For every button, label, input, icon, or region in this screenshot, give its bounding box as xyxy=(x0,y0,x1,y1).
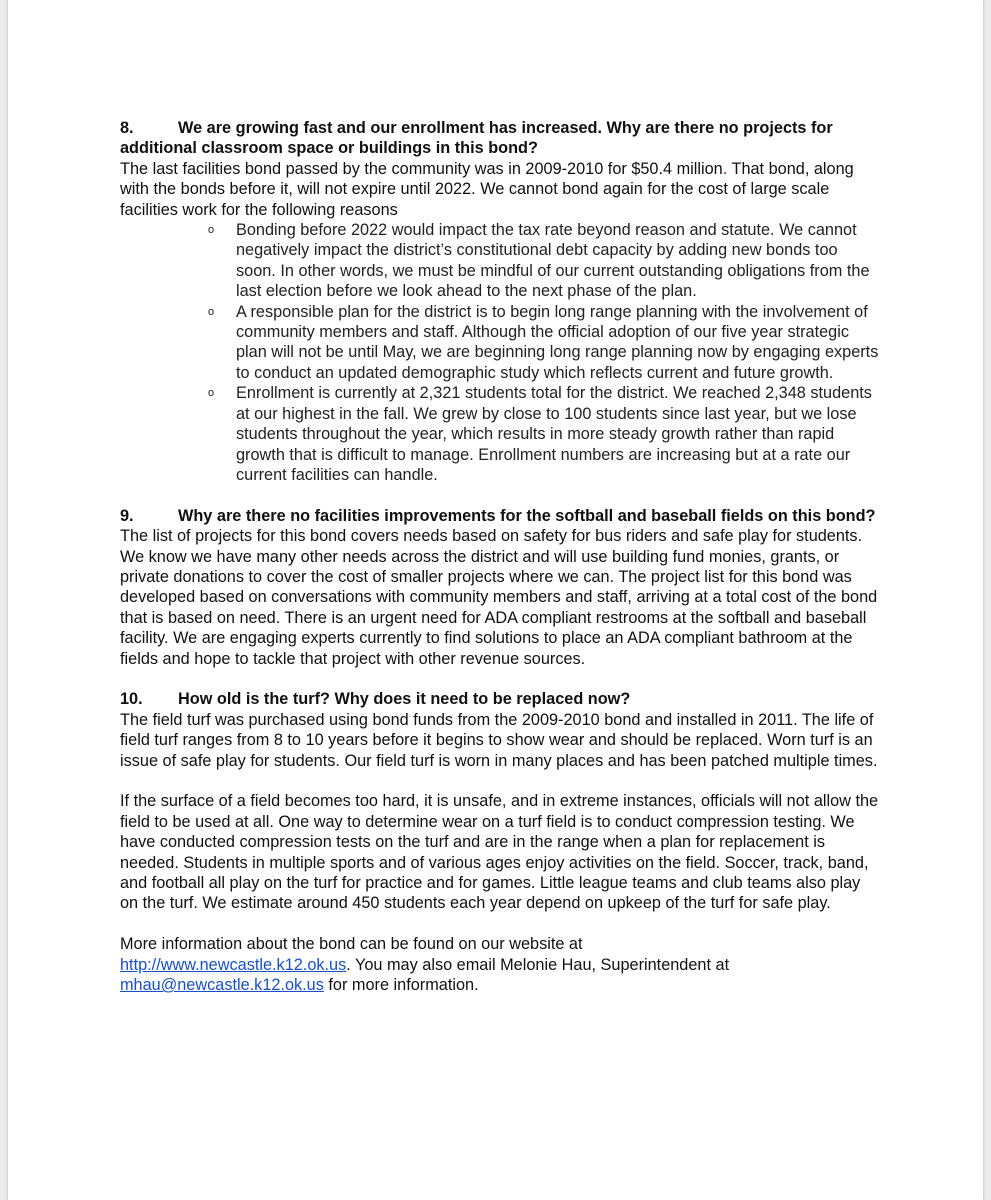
question-9-text: Why are there no facilities improvements for the softball and baseball fields on this bond? xyxy=(178,506,876,525)
document-page xyxy=(8,0,983,1200)
spacer xyxy=(120,485,880,505)
footer-contact xyxy=(120,934,880,995)
question-8-heading xyxy=(120,118,880,159)
question-10-heading xyxy=(120,689,880,709)
hollow-bullet-icon: o xyxy=(208,305,215,318)
answer-8-intro-part-a: The last facilities bond passed by the community was in 2009-2010 for $50.4 million xyxy=(120,159,723,178)
footer-outro: for more information. xyxy=(323,976,479,994)
bullet-text: Enrollment is currently at 2,321 students total for the district. We reached 2,348 students at our highest in the fall. We grew by close to 100 students since last year, but we lose students throughout the year, which results in more steady growth rather than rapid growth that is difficult to manage. Enrollment numbers are increasing but at a rate our current facilities can handle. xyxy=(236,384,872,484)
question-10-number: 10. xyxy=(120,690,143,709)
question-10-text: How old is the turf? Why does it need to be replaced now? xyxy=(178,690,631,709)
spacer xyxy=(120,914,880,934)
spacer xyxy=(120,669,880,689)
answer-8-intro xyxy=(120,159,880,220)
bullet-text: A responsible plan for the district is to begin long range planning with the involvement of community members and staff. Although the official adoption of our five year strategic plan will not be until May, we are beginning long range planning now by engaging experts to conduct an updated demographic study which reflects current and future growth. xyxy=(236,302,879,382)
footer-intro: More information about the bond can be found on our website at xyxy=(120,935,583,954)
question-9-number: 9. xyxy=(120,506,134,525)
document-content xyxy=(120,118,880,995)
answer-8-bullet-list xyxy=(120,220,880,485)
bullet-text: Bonding before 2022 would impact the tax rate beyond reason and statute. We cannot negatively impact the district’s constitutional debt capacity by adding new bonds too soon. In other words, we must be mindful of our current outstanding obligations from the last election before we look ahead to the next phase of the plan. xyxy=(236,221,870,301)
question-8-text: We are growing fast and our enrollment has increased. Why are there no projects for additional classroom space or buildings in this bond? xyxy=(120,119,833,158)
question-9-heading xyxy=(120,506,880,526)
answer-8-intro-period: . xyxy=(722,159,728,178)
footer-middle: . You may also email Melonie Hau, Superintendent at xyxy=(346,955,730,974)
answer-10-paragraph-1: The field turf was purchased using bond funds from the 2009-2010 bond and installed in 2011. The life of field turf ranges from 8 to 10 years before it begins to show wear and should be replaced. Worn turf is an issue of safe play for students. Our field turf is worn in many places and has been patched multiple times. xyxy=(120,710,878,770)
spacer xyxy=(120,771,880,791)
list-item xyxy=(208,302,880,384)
hollow-bullet-icon: o xyxy=(208,224,215,237)
list-item xyxy=(208,220,880,302)
answer-10-paragraph-2: If the surface of a field becomes too hard, it is unsafe, and in extreme instances, officials will not allow the field to be used at all. One way to determine wear on a turf field is to conduct compression testing. We have conducted compression tests on the turf and are in the range when a plan for replacement is needed. Students in multiple sports and of various ages enjoy activities on the field. Soccer, track, band, and football all play on the turf for practice and for games. Little league teams and club teams also play on the turf. We estimate around 450 students each year depend on upkeep of the turf for safe play. xyxy=(120,792,879,913)
answer-8-intro-part-b: That bond, along with the bonds before it, will not expire until 2022. We cannot bond again for the cost of large scale facilities work for the following reasons xyxy=(120,159,854,219)
question-8-number: 8. xyxy=(120,119,134,137)
list-item xyxy=(208,383,880,485)
email-link[interactable]: mhau@newcastle.k12.ok.us xyxy=(120,976,324,994)
hollow-bullet-icon: o xyxy=(208,387,215,400)
answer-9: The list of projects for this bond covers needs based on safety for bus riders and safe play for students. We know we have many other needs across the district and will use building fund monies, grants, or private donations to cover the cost of smaller projects where we can. The project list for this bond was developed based on conversations with community members and staff, arriving at a total cost of the bond that is based on need. There is an urgent need for ADA compliant restrooms at the softball and baseball facility. We are engaging experts currently to find solutions to place an ADA compliant bathroom at the fields and hope to tackle that project with other revenue sources. xyxy=(120,527,878,668)
website-link[interactable]: http://www.newcastle.k12.ok.us xyxy=(120,955,347,974)
